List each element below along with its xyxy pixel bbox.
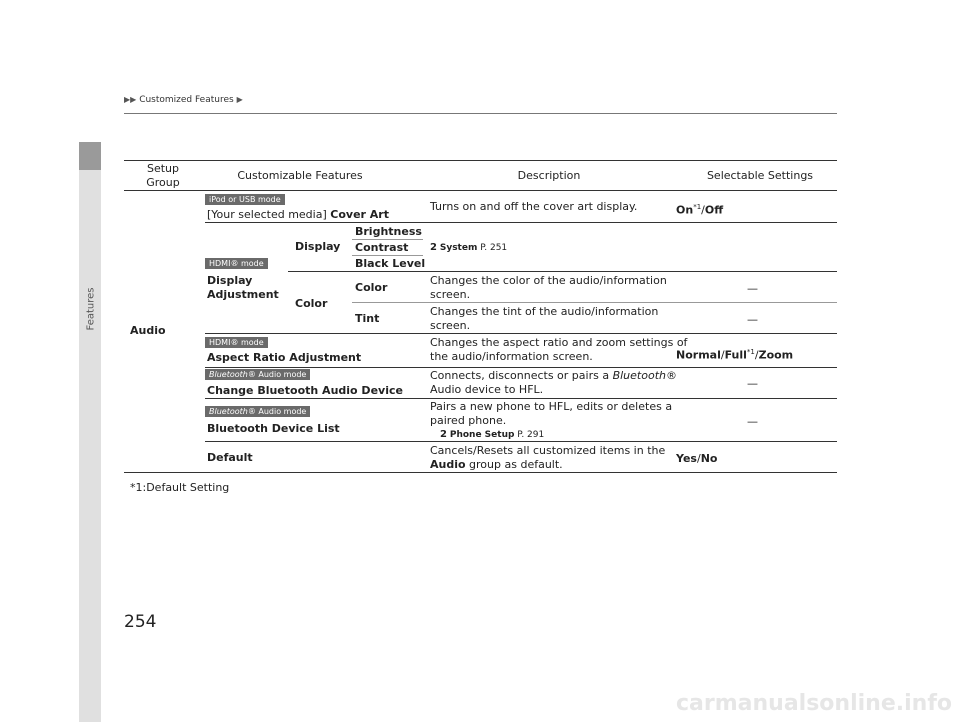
breadcrumb-arrow-icon: ▶ <box>236 95 243 104</box>
badge-bluetooth: Bluetooth <box>209 370 248 379</box>
setting-color: — <box>747 282 758 295</box>
description-default <box>430 444 665 472</box>
setting-no: No <box>700 452 718 465</box>
setting-default <box>676 452 717 466</box>
reference-arrow-icon: 2 <box>430 242 437 253</box>
description-tint <box>430 305 658 333</box>
table-bottom-rule <box>124 472 837 473</box>
description-line: Changes the color of the audio/information <box>430 274 667 287</box>
description-line: Pairs a new phone to HFL, edits or deletes a <box>430 400 673 413</box>
breadcrumb <box>124 95 243 105</box>
setting-zoom: Zoom <box>758 348 794 362</box>
section-label: Features <box>85 287 97 331</box>
description-line: Changes the tint of the audio/information <box>430 305 659 318</box>
reference-arrow-icon: 2 <box>440 429 447 440</box>
description-line <box>430 369 677 383</box>
text-audio: Audio <box>430 458 466 471</box>
setting-off: Off <box>704 203 724 217</box>
badge-mode: ® Audio mode <box>247 407 307 416</box>
badge-bluetooth: Bluetooth <box>209 407 248 416</box>
row-rule <box>205 398 837 399</box>
table-top-rule <box>124 160 837 161</box>
description-line: screen. <box>430 319 471 332</box>
feature-line: Display <box>207 274 253 287</box>
group-audio: Audio <box>130 324 166 337</box>
watermark: carmanualsonline.info <box>676 691 952 716</box>
setting-aspect-ratio <box>676 345 793 363</box>
item-tint: Tint <box>355 312 380 325</box>
footnote: *1:Default Setting <box>130 481 230 494</box>
sub-rule <box>352 239 423 240</box>
description-line: Audio device to HFL. <box>430 383 544 396</box>
breadcrumb-arrow-icon: ▶▶ <box>124 95 137 104</box>
reference-label: System <box>439 243 478 253</box>
header-selectable-settings: Selectable Settings <box>706 169 814 182</box>
description-line <box>430 458 665 472</box>
separator: / <box>754 348 759 362</box>
description-line: Changes the aspect ratio and zoom settings of <box>430 336 688 349</box>
feature-change-bt-device: Change Bluetooth Audio Device <box>207 384 403 397</box>
mode-badge: HDMI® mode <box>205 337 268 348</box>
item-black-level: Black Level <box>355 257 426 270</box>
mode-badge <box>205 369 310 380</box>
setting-full: Full <box>724 348 747 362</box>
feature-default: Default <box>207 451 253 464</box>
row-rule <box>205 441 837 442</box>
row-rule <box>205 222 837 223</box>
mode-badge <box>205 406 310 417</box>
description-change-bt-device <box>430 369 677 397</box>
description-color <box>430 274 667 302</box>
text: ® <box>665 369 677 382</box>
sub-rule <box>352 255 423 256</box>
row-rule <box>288 271 837 272</box>
separator: / <box>720 348 725 362</box>
feature-aspect-ratio: Aspect Ratio Adjustment <box>207 351 362 364</box>
feature-cover-art <box>207 208 389 222</box>
text: Connects, disconnects or pairs a <box>430 369 613 382</box>
setting-change-bt-device: — <box>747 377 758 390</box>
subgroup-display: Display <box>295 240 341 253</box>
text: group as default. <box>465 458 563 471</box>
header-description: Description <box>517 169 581 182</box>
feature-name: Cover Art <box>330 208 389 221</box>
section-tab <box>79 142 101 170</box>
text-bluetooth: Bluetooth <box>612 369 666 382</box>
section-strip <box>79 170 101 722</box>
description-bt-device-list <box>430 400 672 428</box>
table-header-rule <box>124 190 837 191</box>
mode-badge: iPod or USB mode <box>205 194 285 205</box>
reference-page: P. 251 <box>480 243 508 253</box>
description-line: screen. <box>430 288 471 301</box>
description-cover-art: Turns on and off the cover art display. <box>430 200 638 213</box>
reference-page: P. 291 <box>517 430 545 440</box>
header-setup-group: Setup Group <box>146 162 180 189</box>
setting-normal: Normal <box>676 348 721 362</box>
description-line: Cancels/Resets all customized items in the <box>430 444 666 457</box>
setting-on: On <box>676 203 694 217</box>
item-color: Color <box>355 281 388 294</box>
feature-prefix: [Your selected media] <box>207 208 327 221</box>
description-line: paired phone. <box>430 414 507 427</box>
footnote-marker: *1 <box>693 203 702 211</box>
feature-line: Adjustment <box>207 288 279 301</box>
setting-tint: — <box>747 313 758 326</box>
system-reference <box>430 242 507 253</box>
description-line: the audio/information screen. <box>430 350 593 363</box>
setting-cover-art <box>676 200 723 218</box>
row-rule <box>205 367 837 368</box>
footnote-marker: *1 <box>746 348 755 356</box>
item-contrast: Contrast <box>355 241 409 254</box>
phone-setup-reference <box>440 429 544 440</box>
reference-label: Phone Setup <box>449 430 515 440</box>
description-aspect-ratio <box>430 336 687 364</box>
subgroup-color: Color <box>295 297 328 310</box>
item-brightness: Brightness <box>355 225 422 238</box>
page-number: 254 <box>124 612 157 632</box>
header-rule <box>124 113 837 114</box>
separator: / <box>701 203 705 217</box>
setting-bt-device-list: — <box>747 415 758 428</box>
mode-badge: HDMI® mode <box>205 258 268 269</box>
header-customizable-features: Customizable Features <box>237 169 363 182</box>
breadcrumb-label: Customized Features <box>139 95 234 105</box>
separator: / <box>696 452 701 465</box>
feature-display-adjustment <box>207 274 279 302</box>
sub-rule <box>352 302 837 303</box>
setting-yes: Yes <box>676 452 697 465</box>
badge-mode: ® Audio mode <box>247 370 307 379</box>
feature-bt-device-list: Bluetooth Device List <box>207 422 340 435</box>
row-rule <box>205 333 837 334</box>
